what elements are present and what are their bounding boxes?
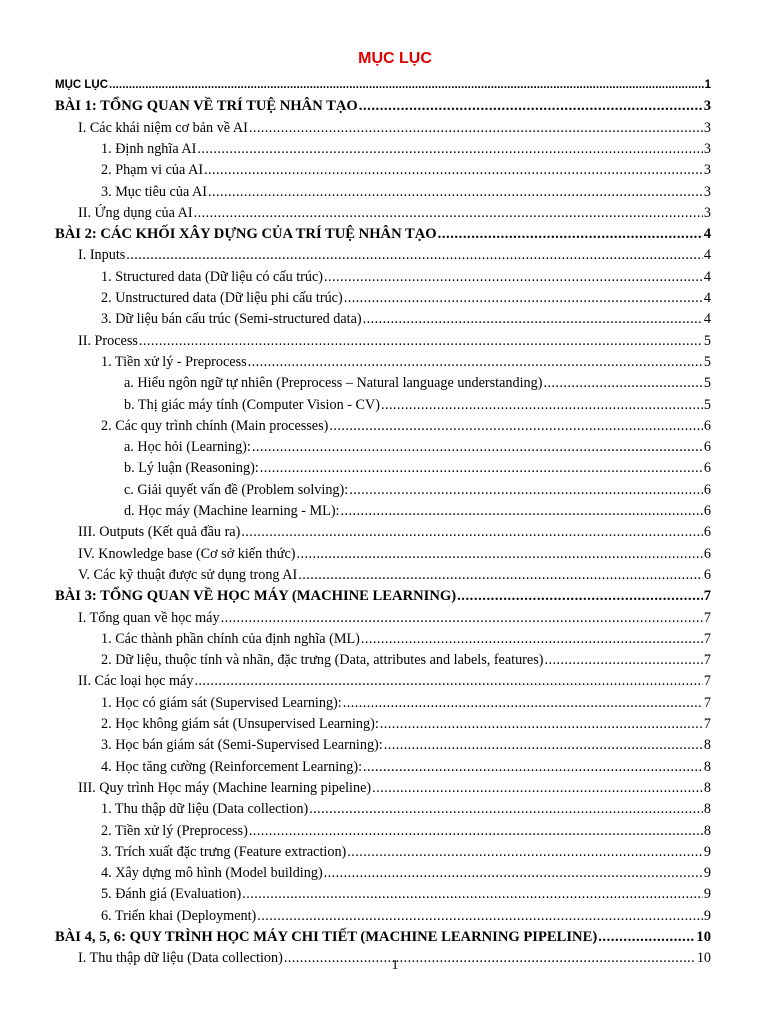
- toc-entry[interactable]: [0, 628, 768, 650]
- toc-leader-dots: [139, 330, 703, 352]
- toc-leader-dots: [363, 756, 703, 778]
- toc-leader-dots: [344, 287, 703, 309]
- toc-entry[interactable]: [0, 394, 768, 416]
- toc-entry-page: 7: [703, 694, 711, 711]
- toc-entry-page: 8: [703, 779, 711, 796]
- toc-entry-label: 3. Trích xuất đặc trưng (Feature extraction): [101, 843, 347, 860]
- toc-entry-label: I. Inputs: [78, 247, 126, 264]
- toc-entry[interactable]: [0, 777, 768, 799]
- toc-entry-label: 1. Học có giám sát (Supervised Learning):: [101, 694, 342, 711]
- toc-leader-dots: [109, 74, 704, 96]
- toc-leader-dots: [252, 436, 703, 458]
- toc-entry[interactable]: [0, 351, 768, 373]
- toc-entry[interactable]: [0, 841, 768, 863]
- toc-entry-label: 5. Đánh giá (Evaluation): [101, 886, 242, 903]
- toc-entry-page: 7: [703, 609, 711, 626]
- toc-entry-label: BÀI 4, 5, 6: QUY TRÌNH HỌC MÁY CHI TIẾT (MACHINE LEARNING PIPELINE): [55, 929, 598, 945]
- toc-entry-page: 5: [703, 375, 711, 392]
- toc-leader-dots: [359, 95, 703, 117]
- toc-entry[interactable]: [0, 308, 768, 330]
- toc-entry-label: V. Các kỹ thuật được sử dụng trong AI: [78, 566, 298, 583]
- toc-leader-dots: [598, 926, 695, 948]
- toc-entry-page: 6: [703, 545, 711, 562]
- toc-entry-page: 6: [703, 503, 711, 519]
- toc-entry[interactable]: [0, 692, 768, 714]
- toc-entry-page: 8: [703, 822, 711, 839]
- toc-entry[interactable]: [0, 138, 768, 160]
- toc-entry-label: 1. Định nghĩa AI: [101, 140, 197, 157]
- toc-entry[interactable]: [0, 202, 768, 224]
- toc-leader-dots: [194, 670, 702, 692]
- toc-entry-page: 5: [703, 396, 711, 413]
- page-number: 1: [391, 958, 399, 973]
- toc-entry-page: 8: [703, 758, 711, 775]
- toc-entry-label: a. Hiểu ngôn ngữ tự nhiên (Preprocess – Natural language understanding): [124, 375, 543, 392]
- toc-entry-page: 4: [703, 268, 711, 285]
- toc-entry-page: 7: [703, 652, 711, 669]
- toc-entry[interactable]: [0, 500, 768, 522]
- toc-entry-label: III. Quy trình Học máy (Machine learning pipeline): [78, 779, 372, 796]
- toc-entry-page: 3: [703, 183, 711, 200]
- toc-leader-dots: [363, 308, 703, 330]
- toc-leader-dots: [381, 394, 703, 416]
- toc-entry[interactable]: [0, 74, 768, 96]
- toc-entry-page: 4: [703, 290, 711, 306]
- toc-entry-page: 3: [703, 98, 711, 115]
- toc-entry[interactable]: [0, 820, 768, 842]
- toc-leader-dots: [384, 734, 703, 756]
- toc-entry-page: 1: [704, 79, 711, 91]
- toc-entry-label: 2. Phạm vi của AI: [101, 162, 204, 179]
- toc-entry-page: 6: [703, 439, 711, 456]
- toc-entry[interactable]: [0, 649, 768, 671]
- toc-entry-page: 4: [703, 311, 711, 328]
- toc-entry[interactable]: [0, 756, 768, 778]
- toc-entry-label: 2. Dữ liệu, thuộc tính và nhãn, đặc trưng (Data, attributes and labels, features): [101, 652, 544, 669]
- toc-entry-page: 6: [703, 481, 711, 498]
- toc-leader-dots: [343, 692, 703, 714]
- toc-leader-dots: [380, 713, 703, 735]
- toc-entry-label: b. Thị giác máy tính (Computer Vision - CV): [124, 396, 380, 413]
- toc-entry[interactable]: [0, 564, 768, 586]
- toc-entry-label: 3. Dữ liệu bán cấu trúc (Semi-structured data): [101, 311, 362, 328]
- toc-entry[interactable]: [0, 266, 768, 288]
- toc-entry-label: 1. Các thành phần chính của định nghĩa (ML): [101, 630, 360, 647]
- toc-entry-page: 3: [703, 119, 711, 136]
- toc-leader-dots: [249, 820, 703, 842]
- toc-title: MỤC LỤC: [358, 50, 432, 67]
- toc-entry-label: 3. Mục tiêu của AI: [101, 183, 207, 200]
- toc-entry[interactable]: [0, 436, 768, 458]
- toc-entry-page: 5: [703, 353, 711, 370]
- toc-entry-label: 6. Triển khai (Deployment): [101, 907, 257, 924]
- toc-entry[interactable]: [0, 244, 768, 266]
- toc-leader-dots: [242, 883, 703, 905]
- toc-entry-page: 10: [696, 929, 711, 945]
- toc-entry-page: 6: [703, 417, 711, 434]
- toc-entry-label: 1. Tiền xử lý - Preprocess: [101, 353, 247, 370]
- toc-entry-label: 1. Structured data (Dữ liệu có cấu trúc): [101, 268, 323, 285]
- toc-entry[interactable]: [0, 181, 768, 203]
- toc-entry[interactable]: [0, 372, 768, 394]
- toc-entry-page: 8: [703, 801, 711, 818]
- toc-entry-page: 9: [703, 886, 711, 903]
- toc-entry-label: MỤC LỤC: [55, 79, 109, 91]
- toc-leader-dots: [438, 223, 703, 245]
- toc-entry[interactable]: [0, 607, 768, 629]
- toc-leader-dots: [457, 585, 703, 607]
- toc-entry-label: II. Các loại học máy: [78, 673, 194, 690]
- toc-leader-dots: [298, 564, 703, 586]
- toc-leader-dots: [248, 351, 703, 373]
- toc-leader-dots: [329, 415, 703, 437]
- toc-entry[interactable]: [0, 713, 768, 735]
- toc-entry-label: a. Học hỏi (Learning):: [124, 439, 251, 456]
- toc-leader-dots: [260, 457, 703, 479]
- toc-entry[interactable]: [0, 734, 768, 756]
- toc-entry[interactable]: [0, 798, 768, 820]
- toc-entry[interactable]: [0, 883, 768, 905]
- toc-entry-label: b. Lý luận (Reasoning):: [124, 460, 259, 477]
- toc-entry[interactable]: [0, 287, 768, 309]
- toc-entry-page: 5: [703, 332, 711, 349]
- toc-entry-page: 3: [703, 162, 711, 179]
- toc-leader-dots: [241, 521, 703, 543]
- toc-entry-page: 6: [703, 566, 711, 583]
- toc-leader-dots: [372, 777, 703, 799]
- toc-entry-label: IV. Knowledge base (Cơ sở kiến thức): [78, 545, 296, 562]
- toc-entry-page: 7: [703, 588, 711, 605]
- toc-entry-page: 8: [703, 737, 711, 754]
- toc-leader-dots: [341, 500, 703, 522]
- toc-entry-label: BÀI 3: TỔNG QUAN VỀ HỌC MÁY (MACHINE LEARNING): [55, 588, 457, 605]
- toc-entry-page: 4: [703, 226, 711, 243]
- toc-entry-label: 1. Thu thập dữ liệu (Data collection): [101, 801, 309, 818]
- toc-leader-dots: [324, 266, 703, 288]
- toc-entry-page: 9: [703, 865, 711, 882]
- toc-leader-dots: [296, 543, 702, 565]
- toc-entry-label: I. Thu thập dữ liệu (Data collection): [78, 950, 283, 967]
- toc-entry-label: BÀI 1: TỔNG QUAN VỀ TRÍ TUỆ NHÂN TẠO: [55, 98, 358, 115]
- toc-entry-label: 4. Xây dựng mô hình (Model building): [101, 865, 323, 882]
- toc-entry[interactable]: [0, 415, 768, 437]
- toc-entry[interactable]: [0, 521, 768, 543]
- toc-entry[interactable]: [0, 905, 768, 927]
- toc-entry-page: 6: [703, 460, 711, 477]
- toc-entry-label: III. Outputs (Kết quả đầu ra): [78, 524, 241, 541]
- toc-entry-page: 9: [703, 907, 711, 924]
- toc-leader-dots: [349, 479, 703, 501]
- toc-leader-dots: [257, 905, 703, 927]
- toc-leader-dots: [126, 244, 703, 266]
- toc-leader-dots: [347, 841, 703, 863]
- toc-leader-dots: [194, 202, 703, 224]
- toc-leader-dots: [197, 138, 703, 160]
- toc-leader-dots: [361, 628, 703, 650]
- toc-entry-page: 9: [703, 843, 711, 860]
- toc-entry-label: 2. Unstructured data (Dữ liệu phi cấu trúc): [101, 290, 343, 306]
- toc-leader-dots: [324, 862, 703, 884]
- toc-chapter-entry[interactable]: [0, 95, 768, 117]
- toc-entry-label: 4. Học tăng cường (Reinforcement Learning):: [101, 758, 363, 775]
- toc-entry-label: 3. Học bán giám sát (Semi-Supervised Learning):: [101, 737, 383, 754]
- toc-entry[interactable]: [0, 479, 768, 501]
- toc-entry[interactable]: [0, 159, 768, 181]
- toc-entry-label: d. Học máy (Machine learning - ML):: [124, 503, 340, 519]
- toc-entry[interactable]: [0, 670, 768, 692]
- toc-entry-label: 2. Học không giám sát (Unsupervised Learning):: [101, 716, 379, 732]
- toc-chapter-entry[interactable]: [0, 223, 768, 245]
- toc-entry-page: 7: [703, 673, 711, 690]
- toc-leader-dots: [221, 607, 703, 629]
- toc-entry-page: 3: [703, 140, 711, 157]
- toc-entry-label: I. Các khái niệm cơ bản về AI: [78, 119, 248, 136]
- toc-entry-page: 7: [703, 630, 711, 647]
- toc-entry-page: 7: [703, 716, 711, 732]
- toc-chapter-entry[interactable]: [0, 585, 768, 607]
- toc-entry[interactable]: [0, 330, 768, 352]
- toc-chapter-entry[interactable]: [0, 926, 768, 948]
- toc-entry[interactable]: [0, 862, 768, 884]
- toc-entry-page: 6: [703, 524, 711, 541]
- toc-leader-dots: [208, 181, 703, 203]
- toc-entry-label: 2. Tiền xử lý (Preprocess): [101, 822, 248, 839]
- toc-entry-page: 3: [703, 204, 711, 221]
- toc-entry-label: II. Process: [78, 332, 138, 349]
- toc-leader-dots: [204, 159, 703, 181]
- toc-entry-label: II. Ứng dụng của AI: [78, 204, 193, 221]
- toc-entry-label: c. Giải quyết vấn đề (Problem solving):: [124, 481, 349, 498]
- toc-entry[interactable]: [0, 117, 768, 139]
- toc-leader-dots: [544, 649, 702, 671]
- toc-entry[interactable]: [0, 457, 768, 479]
- toc-leader-dots: [543, 372, 702, 394]
- toc-entry[interactable]: [0, 543, 768, 565]
- toc-entry-page: 4: [703, 247, 711, 264]
- toc-leader-dots: [249, 117, 703, 139]
- toc-entry-page: 10: [696, 950, 711, 967]
- toc-entry-label: I. Tổng quan về học máy: [78, 609, 220, 626]
- toc-entry-label: 2. Các quy trình chính (Main processes): [101, 417, 329, 434]
- toc-leader-dots: [309, 798, 703, 820]
- toc-entry-label: BÀI 2: CÁC KHỐI XÂY DỰNG CỦA TRÍ TUỆ NHÂN TẠO: [55, 226, 437, 243]
